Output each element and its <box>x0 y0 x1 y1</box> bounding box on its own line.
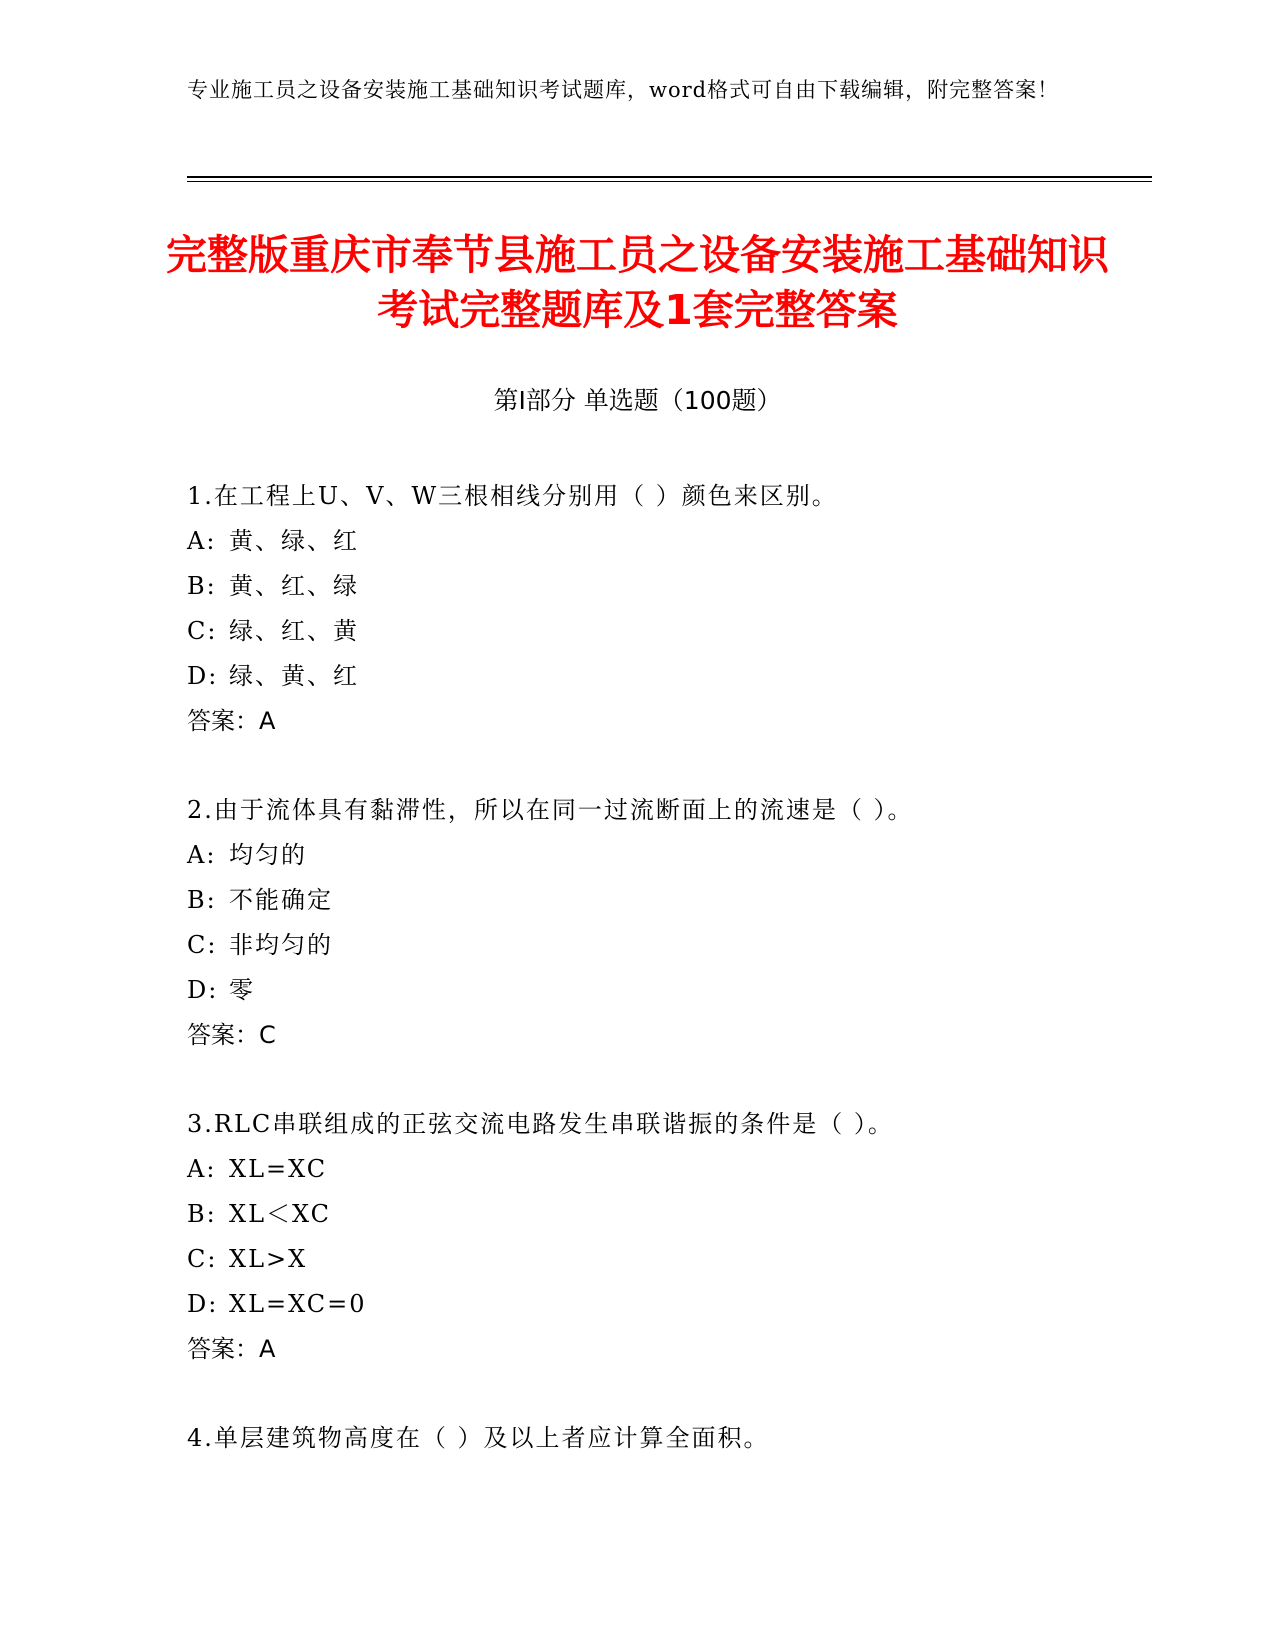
option-letter: C: <box>187 931 218 959</box>
option-d <box>187 1282 1147 1327</box>
option-text: 不能确定 <box>229 886 333 914</box>
option-text: XL>X <box>229 1245 308 1273</box>
option-letter: D: <box>187 976 219 1004</box>
option-b <box>187 878 1147 923</box>
option-d <box>187 968 1147 1013</box>
question-1 <box>187 474 1147 744</box>
option-a <box>187 519 1147 564</box>
option-text: 零 <box>229 976 255 1004</box>
option-text: 绿、红、黄 <box>229 617 359 645</box>
option-letter: A: <box>187 527 217 555</box>
question-3 <box>187 1102 1147 1372</box>
option-letter: A: <box>187 1155 217 1183</box>
document-title: 完整版重庆市奉节县施工员之设备安装施工基础知识考试完整题库及1套完整答案 <box>166 231 1109 334</box>
option-text: XL＜XC <box>229 1200 332 1228</box>
question-4 <box>187 1416 1147 1461</box>
option-b <box>187 564 1147 609</box>
answer-line: 答案：C <box>187 1021 276 1049</box>
option-text: XL=XC <box>229 1155 328 1183</box>
question-stem: 3.RLC串联组成的正弦交流电路发生串联谐振的条件是（ ）。 <box>187 1110 894 1138</box>
section-title: 第Ⅰ部分 单选题（100题） <box>493 386 782 415</box>
question-stem: 4.单层建筑物高度在（ ）及以上者应计算全面积。 <box>187 1424 770 1452</box>
header-note: 专业施工员之设备安装施工基础知识考试题库，word格式可自由下载编辑，附完整答案！ <box>187 78 1060 102</box>
option-c <box>187 1237 1147 1282</box>
answer-line: 答案：A <box>187 1335 276 1363</box>
option-text: 均匀的 <box>229 841 307 869</box>
question-stem: 1.在工程上U、V、W三根相线分别用（ ）颜色来区别。 <box>187 482 838 510</box>
option-letter: C: <box>187 617 218 645</box>
header-divider-thin <box>187 181 1152 182</box>
option-letter: C: <box>187 1245 218 1273</box>
option-c <box>187 923 1147 968</box>
question-list <box>187 474 1147 1505</box>
option-letter: B: <box>187 1200 217 1228</box>
option-text: 绿、黄、红 <box>229 662 359 690</box>
option-b <box>187 1192 1147 1237</box>
option-text: 黄、红、绿 <box>229 572 359 600</box>
option-text: 非均匀的 <box>229 931 333 959</box>
header-divider-thick <box>187 176 1152 178</box>
option-c <box>187 609 1147 654</box>
answer-line: 答案：A <box>187 707 276 735</box>
question-2 <box>187 788 1147 1058</box>
option-text: XL=XC=0 <box>229 1290 367 1318</box>
option-d <box>187 654 1147 699</box>
option-letter: D: <box>187 1290 219 1318</box>
question-stem: 2.由于流体具有黏滞性，所以在同一过流断面上的流速是（ ）。 <box>187 796 914 824</box>
option-text: 黄、绿、红 <box>229 527 359 555</box>
option-letter: D: <box>187 662 219 690</box>
option-letter: B: <box>187 572 217 600</box>
option-a <box>187 1147 1147 1192</box>
option-letter: A: <box>187 841 217 869</box>
option-letter: B: <box>187 886 217 914</box>
option-a <box>187 833 1147 878</box>
